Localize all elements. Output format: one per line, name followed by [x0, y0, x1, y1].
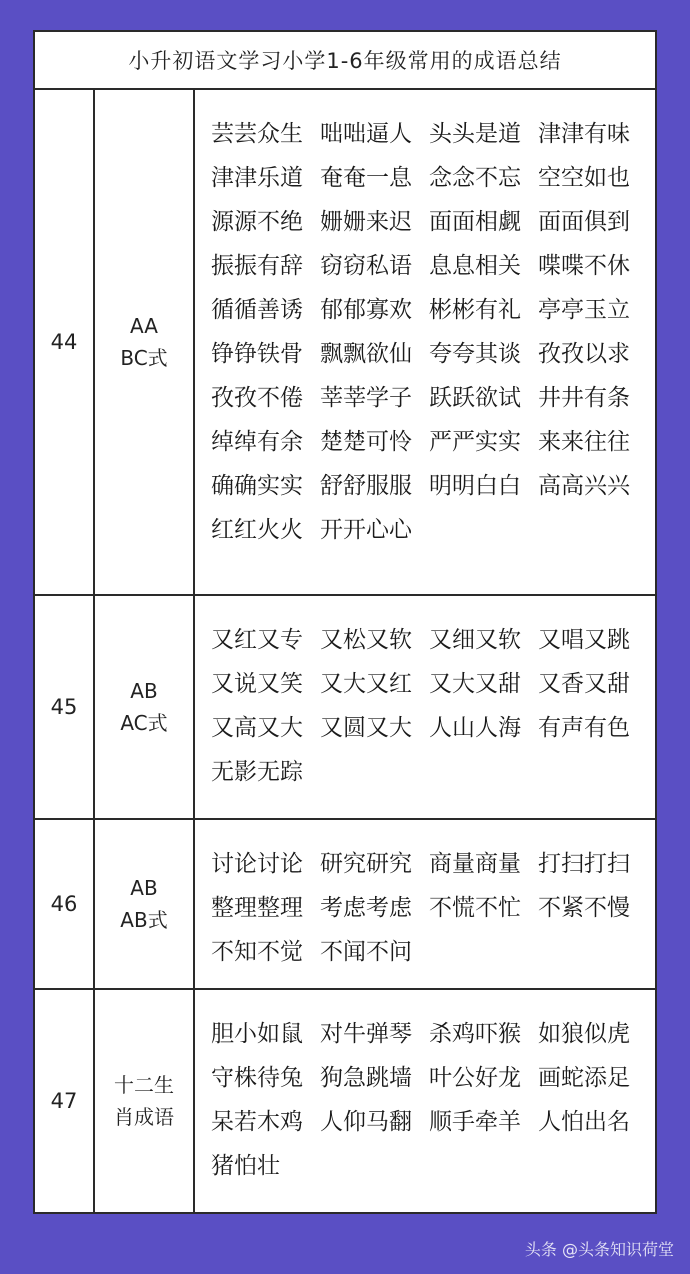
table-title: 小升初语文学习小学1-6年级常用的成语总结 [35, 32, 655, 90]
idiom-item: 夸夸其谈 [429, 341, 521, 367]
idiom-item: 振振有辞 [211, 253, 303, 279]
idiom-item: 人山人海 [429, 715, 521, 741]
idiom-list [195, 596, 655, 818]
idiom-item: 又香又甜 [538, 671, 630, 697]
idiom-item: 咄咄逼人 [320, 121, 412, 147]
pattern-type-line1: 十二生 [114, 1073, 174, 1097]
idiom-item: 芸芸众生 [211, 121, 303, 147]
idiom-item: 确确实实 [211, 473, 303, 499]
idiom-item: 又说又笑 [211, 671, 303, 697]
idiom-item: 考虑考虑 [320, 895, 412, 921]
row-number: 44 [35, 90, 95, 594]
idiom-item: 如狼似虎 [538, 1021, 630, 1047]
idiom-item: 叶公好龙 [429, 1065, 521, 1091]
idiom-item: 窃窃私语 [320, 253, 412, 279]
idiom-item: 又唱又跳 [538, 627, 630, 653]
idiom-item: 商量商量 [429, 851, 521, 877]
idiom-item: 顺手牵羊 [429, 1109, 521, 1135]
idiom-item: 彬彬有礼 [429, 297, 521, 323]
table-row [35, 90, 655, 596]
idiom-item: 红红火火 [211, 517, 303, 543]
idiom-item: 严严实实 [429, 429, 521, 455]
idiom-item: 姗姗来迟 [320, 209, 412, 235]
idiom-item: 又高又大 [211, 715, 303, 741]
idiom-item: 津津乐道 [211, 165, 303, 191]
idiom-item: 不知不觉 [211, 939, 303, 965]
idiom-item: 又大又甜 [429, 671, 521, 697]
pattern-type-line2: AB式 [120, 908, 168, 932]
table-row [35, 596, 655, 820]
idiom-item: 不慌不忙 [429, 895, 521, 921]
idiom-item: 高高兴兴 [538, 473, 630, 499]
idiom-item: 又细又软 [429, 627, 521, 653]
idiom-item: 胆小如鼠 [211, 1021, 303, 1047]
idiom-item: 有声有色 [538, 715, 630, 741]
pattern-type-line2: BC式 [120, 346, 168, 370]
idiom-item: 讨论讨论 [211, 851, 303, 877]
idiom-item: 无影无踪 [211, 759, 303, 785]
idiom-list [195, 90, 655, 594]
idiom-item: 井井有条 [538, 385, 630, 411]
idiom-item: 面面俱到 [538, 209, 630, 235]
table-row [35, 990, 655, 1212]
idiom-item: 孜孜不倦 [211, 385, 303, 411]
row-number: 47 [35, 990, 95, 1212]
pattern-type-line1: AA [130, 314, 158, 338]
idiom-item: 人怕出名 [538, 1109, 630, 1135]
idiom-item: 奄奄一息 [320, 165, 412, 191]
pattern-type-line1: AB [130, 876, 158, 900]
pattern-type-line2: AC式 [120, 711, 168, 735]
idiom-item: 面面相觑 [429, 209, 521, 235]
idiom-item: 开开心心 [320, 517, 412, 543]
idiom-item: 楚楚可怜 [320, 429, 412, 455]
idiom-item: 亭亭玉立 [538, 297, 630, 323]
idiom-item: 守株待兔 [211, 1065, 303, 1091]
pattern-type-line2: 肖成语 [114, 1105, 174, 1129]
idiom-item: 不闻不问 [320, 939, 412, 965]
row-number: 45 [35, 596, 95, 818]
idiom-item: 头头是道 [429, 121, 521, 147]
idiom-item: 呆若木鸡 [211, 1109, 303, 1135]
idiom-item: 又松又软 [320, 627, 412, 653]
idiom-item: 念念不忘 [429, 165, 521, 191]
idiom-item: 莘莘学子 [320, 385, 412, 411]
idiom-table [33, 30, 657, 1214]
idiom-item: 猪怕壮 [211, 1153, 280, 1179]
pattern-type [95, 596, 195, 818]
idiom-item: 整理整理 [211, 895, 303, 921]
pattern-type [95, 90, 195, 594]
idiom-item: 杀鸡吓猴 [429, 1021, 521, 1047]
pattern-type-line1: AB [130, 679, 158, 703]
idiom-item: 循循善诱 [211, 297, 303, 323]
pattern-type [95, 820, 195, 988]
row-number: 46 [35, 820, 95, 988]
idiom-item: 源源不绝 [211, 209, 303, 235]
idiom-item: 飘飘欲仙 [320, 341, 412, 367]
table-row [35, 820, 655, 990]
idiom-item: 研究研究 [320, 851, 412, 877]
idiom-item: 津津有味 [538, 121, 630, 147]
idiom-item: 息息相关 [429, 253, 521, 279]
watermark: 头条 @头条知识荷堂 [524, 1240, 674, 1259]
idiom-item: 对牛弹琴 [320, 1021, 412, 1047]
idiom-item: 明明白白 [429, 473, 521, 499]
idiom-item: 人仰马翻 [320, 1109, 412, 1135]
idiom-item: 不紧不慢 [538, 895, 630, 921]
idiom-item: 铮铮铁骨 [211, 341, 303, 367]
idiom-item: 又圆又大 [320, 715, 412, 741]
idiom-item: 跃跃欲试 [429, 385, 521, 411]
pattern-type [95, 990, 195, 1212]
idiom-item: 绰绰有余 [211, 429, 303, 455]
idiom-item: 来来往往 [538, 429, 630, 455]
idiom-item: 郁郁寡欢 [320, 297, 412, 323]
idiom-item: 狗急跳墙 [320, 1065, 412, 1091]
idiom-item: 又大又红 [320, 671, 412, 697]
idiom-list [195, 820, 655, 988]
idiom-item: 空空如也 [538, 165, 630, 191]
idiom-item: 打扫打扫 [538, 851, 630, 877]
idiom-item: 舒舒服服 [320, 473, 412, 499]
idiom-list [195, 990, 655, 1212]
idiom-item: 又红又专 [211, 627, 303, 653]
idiom-item: 画蛇添足 [538, 1065, 630, 1091]
idiom-item: 喋喋不休 [538, 253, 630, 279]
idiom-item: 孜孜以求 [538, 341, 630, 367]
